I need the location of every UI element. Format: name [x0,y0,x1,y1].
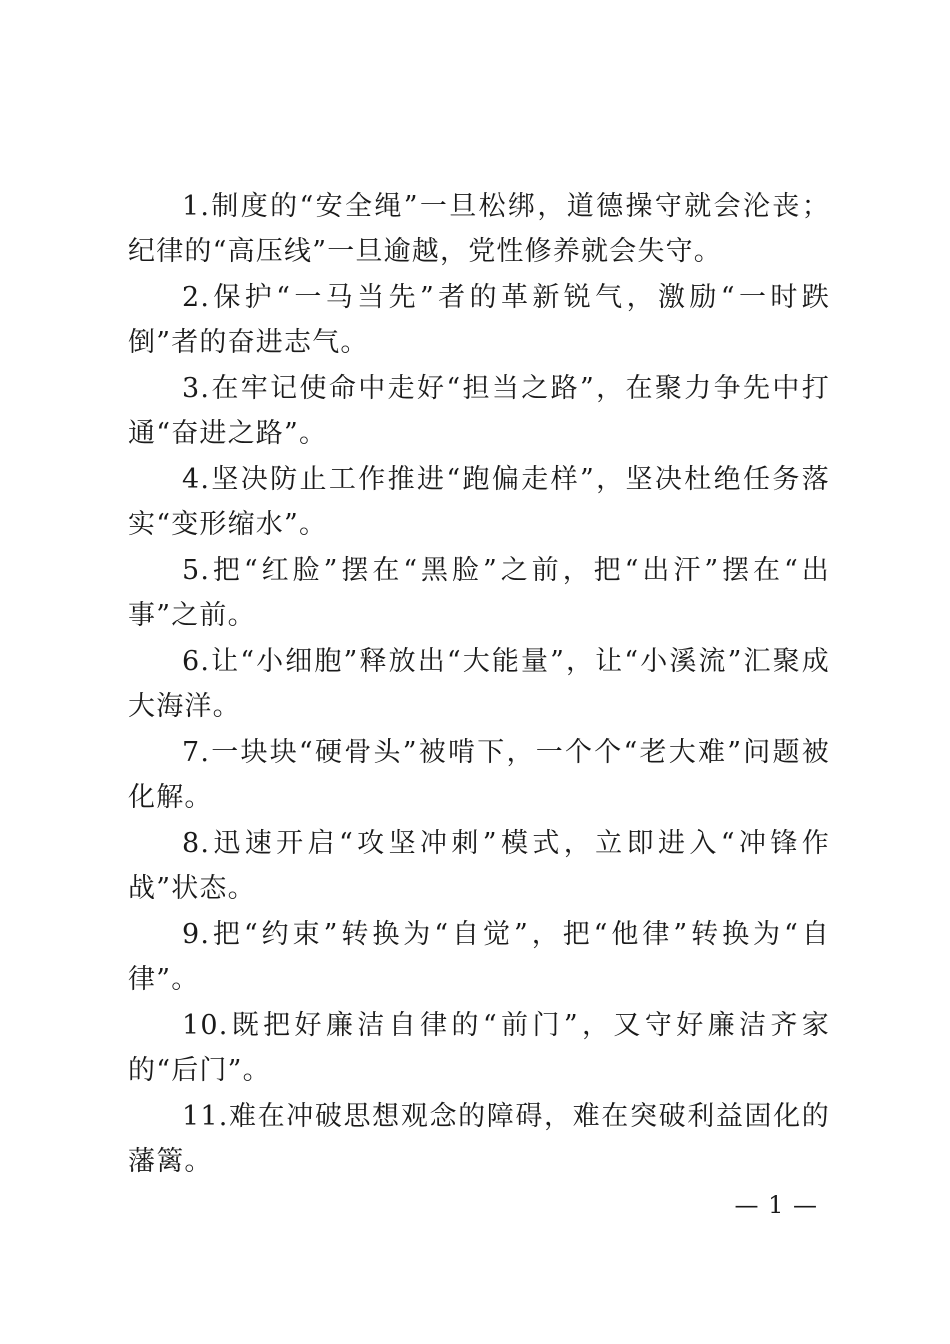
paragraph-10: 10.既把好廉洁自律的“前门”，又守好廉洁齐家的“后门”。 [128,1010,830,1086]
paragraph-9: 9.把“约束”转换为“自觉”，把“他律”转换为“自律”。 [128,919,830,995]
paragraph-6: 6.让“小细胞”释放出“大能量”，让“小溪流”汇聚成大海洋。 [128,646,830,722]
document-body [128,184,830,1184]
paragraph-3: 3.在牢记使命中走好“担当之路”，在聚力争先中打通“奋进之路”。 [128,373,830,449]
paragraph-8: 8.迅速开启“攻坚冲刺”模式，立即进入“冲锋作战”状态。 [128,828,830,904]
paragraph-7: 7.一块块“硬骨头”被啃下，一个个“老大难”问题被化解。 [128,737,830,813]
paragraph-11: 11.难在冲破思想观念的障碍，难在突破利益固化的藩篱。 [128,1101,830,1177]
paragraph-1: 1.制度的“安全绳”一旦松绑，道德操守就会沦丧；纪律的“高压线”一旦逾越，党性修养就会失守。 [128,191,830,267]
page-number: — 1 — [734,1191,818,1219]
paragraph-4: 4.坚决防止工作推进“跑偏走样”，坚决杜绝任务落实“变形缩水”。 [128,464,830,540]
paragraph-5: 5.把“红脸”摆在“黑脸”之前，把“出汗”摆在“出事”之前。 [128,555,830,631]
paragraph-2: 2.保护“一马当先”者的革新锐气，激励“一时跌倒”者的奋进志气。 [128,282,830,358]
